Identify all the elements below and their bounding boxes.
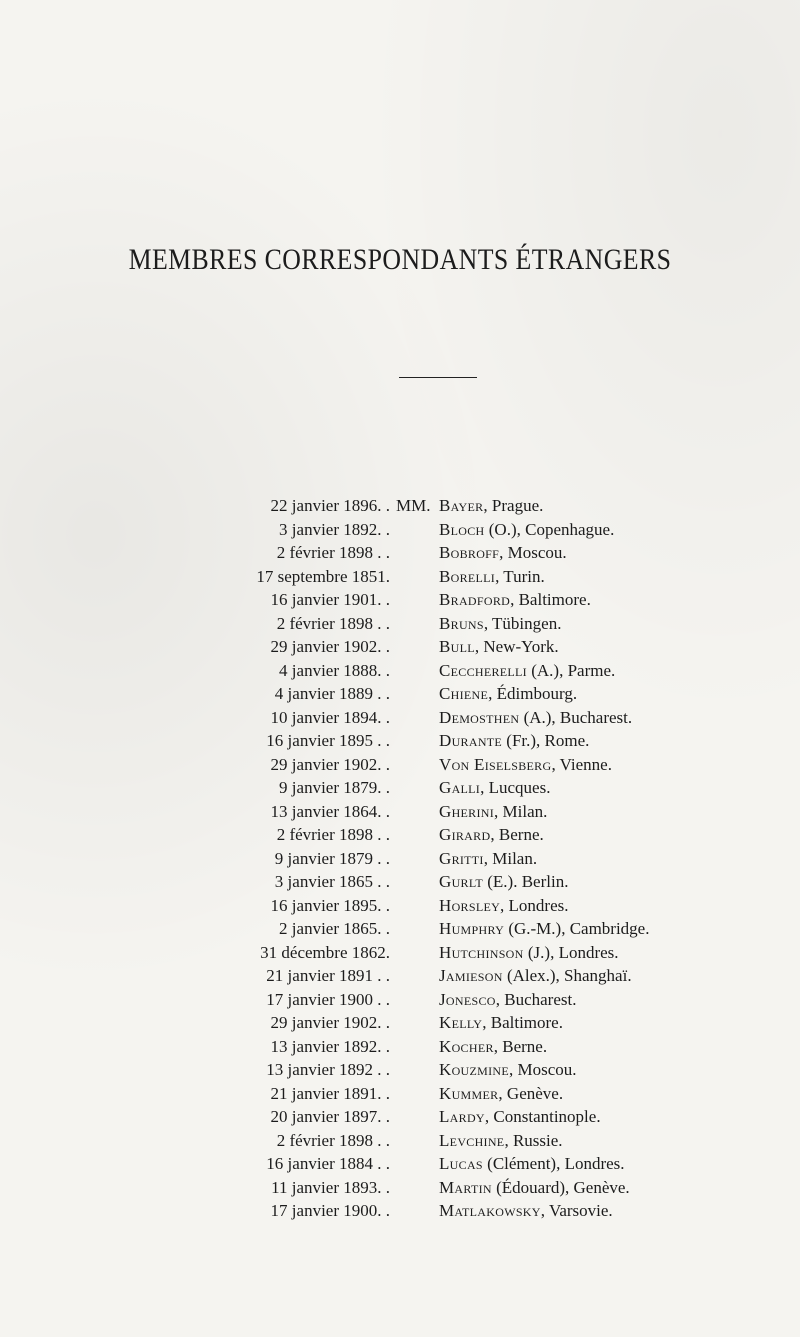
member-name: Kummer — [439, 1083, 499, 1103]
member-date: 10 janvier 1894. . — [270, 707, 390, 727]
member-location: (J.), Londres. — [523, 942, 619, 962]
member-location: , Genève. — [498, 1083, 564, 1103]
list-item — [0, 518, 800, 542]
member-entry — [439, 1105, 601, 1129]
member-name: Bayer — [439, 496, 484, 515]
list-item — [0, 894, 800, 918]
member-name: Kelly — [439, 1013, 483, 1032]
member-date: 4 janvier 1889 . . — [274, 684, 390, 703]
member-name: Levchine — [439, 1130, 505, 1150]
member-entry — [439, 823, 544, 847]
member-entry — [439, 518, 614, 542]
member-name: Kocher — [439, 1036, 494, 1056]
member-location: , Milan. — [494, 801, 548, 821]
member-entry — [439, 1058, 577, 1082]
member-name: Matlakowsky — [439, 1201, 541, 1220]
member-date: 2 février 1898 . . — [276, 1130, 390, 1150]
member-entry — [439, 565, 545, 589]
member-location: , Berne. — [490, 825, 544, 844]
member-date: 17 janvier 1900. . — [270, 1201, 390, 1220]
list-item — [0, 612, 800, 636]
honorific-prefix: MM. — [396, 496, 431, 515]
member-entry — [439, 541, 567, 565]
member-date: 2 février 1898 . . — [276, 613, 390, 633]
member-date: 16 janvier 1901. . — [270, 590, 390, 609]
member-date: 2 février 1898 . . — [276, 825, 390, 844]
member-entry — [439, 612, 561, 636]
member-location: (E.). Berlin. — [483, 872, 569, 891]
member-date: 13 janvier 1864. . — [270, 801, 390, 821]
member-location: , Moscou. — [499, 543, 567, 562]
member-date: 16 janvier 1895 . . — [266, 731, 390, 750]
member-name: Bruns — [439, 613, 484, 633]
member-date: 17 septembre 1851. — [256, 566, 390, 586]
list-item — [0, 541, 800, 565]
member-name: Bull — [439, 637, 475, 656]
member-date: 13 janvier 1892 . . — [266, 1060, 390, 1079]
member-name: Humphry — [439, 919, 505, 938]
member-name: Bobroff — [439, 543, 500, 562]
member-entry — [439, 682, 577, 706]
member-entry — [439, 1176, 630, 1200]
member-name: Martin — [439, 1177, 492, 1197]
list-item — [0, 988, 800, 1012]
member-entry — [439, 941, 619, 965]
member-name: Durante — [439, 731, 503, 750]
member-date: 11 janvier 1893. . — [271, 1177, 390, 1197]
member-name: Kouzmine — [439, 1060, 510, 1079]
member-date: 31 décembre 1862. — [260, 942, 390, 962]
member-date: 21 janvier 1891. . — [270, 1083, 390, 1103]
member-entry — [439, 894, 569, 918]
member-name: Hutchinson — [439, 942, 524, 962]
member-entry — [439, 1152, 625, 1176]
member-entry — [439, 753, 612, 777]
member-name: Horsley — [439, 895, 501, 915]
list-item — [0, 941, 800, 965]
list-item — [0, 870, 800, 894]
list-item — [0, 1176, 800, 1200]
member-date: 17 janvier 1900 . . — [266, 989, 390, 1009]
list-item — [0, 706, 800, 730]
member-date: 29 janvier 1902. . — [270, 637, 390, 656]
member-date: 21 janvier 1891 . . — [266, 966, 390, 985]
page-title: MEMBRES CORRESPONDANTS ÉTRANGERS — [128, 243, 672, 276]
member-entry — [439, 776, 550, 800]
member-name: Gherini — [439, 801, 495, 821]
list-item — [0, 1105, 800, 1129]
list-item — [0, 682, 800, 706]
member-location: , Vienne. — [551, 754, 612, 774]
member-date: 2 janvier 1865. . — [279, 919, 390, 938]
member-entry — [439, 1129, 563, 1153]
member-location: , Berne. — [493, 1036, 548, 1056]
member-name: Gritti — [439, 848, 484, 868]
member-location: , Londres. — [500, 895, 569, 915]
list-item — [0, 1058, 800, 1082]
member-location: , Tübingen. — [483, 613, 562, 633]
member-date: 4 janvier 1888. . — [279, 660, 390, 680]
list-item — [0, 588, 800, 612]
member-entry — [439, 635, 559, 659]
member-name: Jamieson — [439, 966, 503, 985]
member-location: , New-York. — [474, 637, 559, 656]
member-entry — [439, 706, 632, 730]
member-name: Von Eiselsberg — [439, 754, 552, 774]
list-item — [0, 917, 800, 941]
member-location: , Constantinople. — [484, 1107, 601, 1126]
member-date: 3 janvier 1865 . . — [274, 872, 390, 891]
member-date: 13 janvier 1892. . — [270, 1036, 390, 1056]
member-location: (Clément), Londres. — [482, 1154, 625, 1173]
member-location: , Baltimore. — [482, 1013, 563, 1032]
member-entry — [439, 588, 591, 612]
member-name: Lardy — [439, 1107, 485, 1126]
list-item — [0, 800, 800, 824]
member-location: , Bucharest. — [495, 989, 577, 1009]
list-item — [0, 635, 800, 659]
list-item — [0, 1082, 800, 1106]
member-entry — [439, 1035, 547, 1059]
list-item — [0, 494, 800, 518]
member-location: (A.), Parme. — [526, 660, 616, 680]
member-name: Girard — [439, 825, 491, 844]
member-name: Lucas — [439, 1154, 483, 1173]
member-name: Demosthen — [439, 707, 520, 727]
member-location: , Lucques. — [480, 778, 551, 797]
member-date: 29 janvier 1902. . — [270, 1013, 390, 1032]
member-date: 3 janvier 1892. . — [279, 519, 390, 539]
member-entry — [439, 1199, 613, 1223]
member-name: Borelli — [439, 566, 496, 586]
member-name: Galli — [439, 778, 481, 797]
member-date: 2 février 1898 . . — [276, 543, 390, 562]
member-date: 29 janvier 1902. . — [270, 754, 390, 774]
list-item — [0, 1129, 800, 1153]
member-entry — [439, 870, 568, 894]
list-item — [0, 565, 800, 589]
list-item — [0, 1199, 800, 1223]
list-item — [0, 1035, 800, 1059]
member-entry — [439, 917, 649, 941]
member-entry — [439, 729, 589, 753]
list-item — [0, 1152, 800, 1176]
member-date: 20 janvier 1897. . — [270, 1107, 390, 1126]
member-location: , Prague. — [483, 496, 544, 515]
member-entry — [439, 659, 615, 683]
member-location: (G.-M.), Cambridge. — [504, 919, 650, 938]
member-entry — [439, 1082, 563, 1106]
member-list — [0, 494, 800, 1223]
member-name: Ceccherelli — [439, 660, 527, 680]
member-date: 16 janvier 1884 . . — [266, 1154, 390, 1173]
list-item — [0, 753, 800, 777]
list-item — [0, 964, 800, 988]
member-location: , Baltimore. — [510, 590, 591, 609]
member-entry — [439, 847, 537, 871]
list-item — [0, 729, 800, 753]
member-name: Jonesco — [439, 989, 496, 1009]
member-date: 22 janvier 1896. . — [270, 496, 390, 515]
list-item — [0, 776, 800, 800]
member-location: , Varsovie. — [540, 1201, 613, 1220]
title-divider — [399, 377, 477, 378]
list-item — [0, 823, 800, 847]
member-entry — [439, 964, 632, 988]
member-entry — [439, 988, 576, 1012]
member-date: 16 janvier 1895. . — [270, 895, 390, 915]
member-name: Bloch — [439, 519, 485, 539]
member-date: 9 janvier 1879 . . — [274, 848, 390, 868]
member-location: , Moscou. — [509, 1060, 577, 1079]
member-location: (Fr.), Rome. — [502, 731, 590, 750]
member-date: 9 janvier 1879. . — [279, 778, 390, 797]
list-item — [0, 1011, 800, 1035]
list-item — [0, 659, 800, 683]
member-location: , Édimbourg. — [488, 684, 578, 703]
member-location: (Édouard), Genève. — [491, 1177, 630, 1197]
member-name: Gurlt — [439, 872, 484, 891]
member-name: Bradford — [439, 590, 511, 609]
member-location: (A.), Bucharest. — [519, 707, 633, 727]
member-entry — [439, 494, 543, 518]
member-location: , Russie. — [504, 1130, 563, 1150]
list-item — [0, 847, 800, 871]
member-location: , Milan. — [483, 848, 538, 868]
member-entry — [439, 800, 547, 824]
member-entry — [439, 1011, 563, 1035]
member-name: Chiene — [439, 684, 489, 703]
member-location: (Alex.), Shanghaï. — [502, 966, 632, 985]
member-location: (O.), Copenhague. — [484, 519, 615, 539]
member-location: , Turin. — [495, 566, 545, 586]
